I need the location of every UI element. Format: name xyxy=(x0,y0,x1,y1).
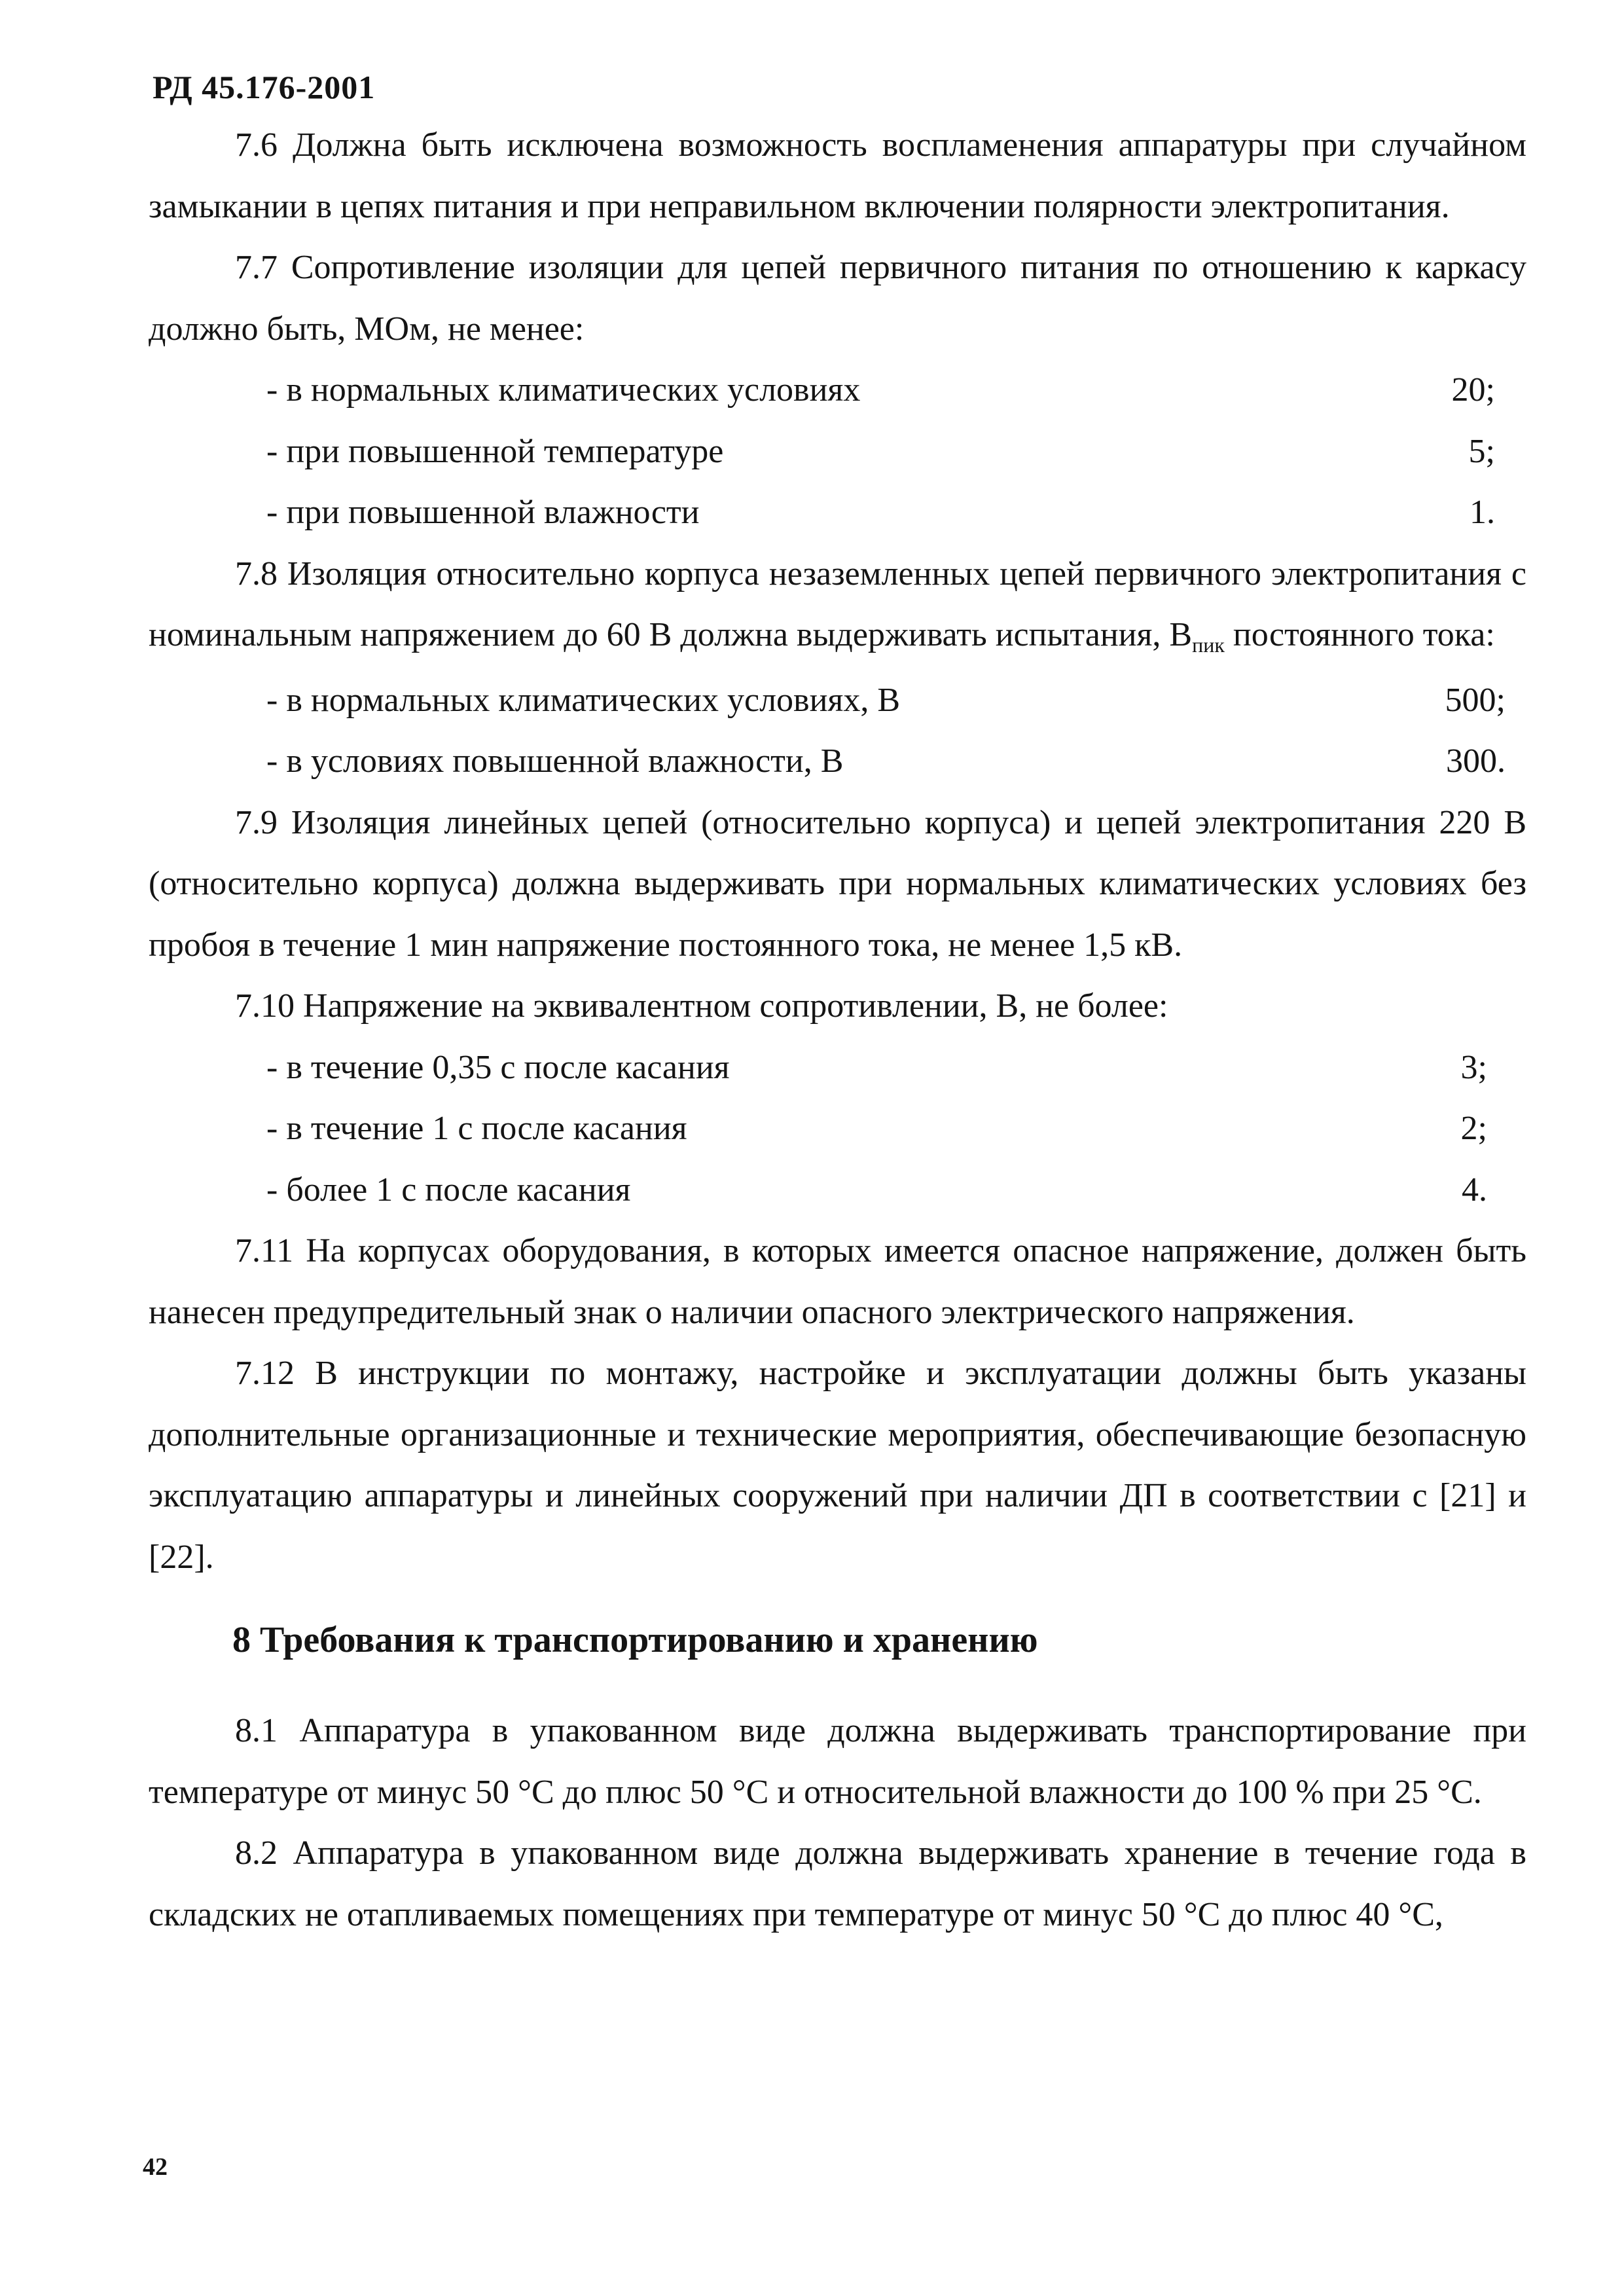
list-item-value: 3; xyxy=(1460,1048,1487,1086)
list-item xyxy=(149,359,1526,421)
page-number: 42 xyxy=(143,2153,168,2181)
paragraph-7-9: 7.9 Изоляция линейных цепей (относительно корпуса) и цепей электропитания 220 В (относительно корпуса) должна выдерживать при нормальных климатических условиях без пробоя в течение 1 мин напряжение постоянного тока, не менее 1,5 кВ. xyxy=(149,803,1526,964)
document-body xyxy=(149,115,1526,1945)
paragraph-7-10: 7.10 Напряжение на эквивалентном сопротивлении, В, не более: xyxy=(235,987,1168,1025)
list-item-value: 4. xyxy=(1462,1171,1487,1209)
paragraph-7-11: 7.11 На корпусах оборудования, в которых имеется опасное напряжение, должен быть нанесен предупредительный знак о наличии опасного электрического напряжения. xyxy=(149,1232,1526,1331)
list-item xyxy=(149,1037,1526,1099)
paragraph-8-1: 8.1 Аппаратура в упакованном виде должна выдерживать транспортирование при температуре от минус 50 °С до плюс 50 °С и относительной влажности до 100 % при 25 °С. xyxy=(149,1712,1526,1811)
list-item-value: 300. xyxy=(1446,742,1506,780)
list-item-text: - при повышенной температуре xyxy=(266,432,724,470)
paragraph-7-7: 7.7 Сопротивление изоляции для цепей первичного питания по отношению к каркасу должно быть, МОм, не менее: xyxy=(149,249,1526,348)
list-item-value: 5; xyxy=(1468,432,1495,470)
unit-peak-subscript: пик xyxy=(1192,633,1225,657)
list-item xyxy=(149,421,1526,483)
list-item xyxy=(149,1159,1526,1221)
list-item-value: 20; xyxy=(1451,371,1495,409)
list-item xyxy=(149,482,1526,543)
list-item-text: - при повышенной влажности xyxy=(266,494,700,531)
paragraph-7-6: 7.6 Должна быть исключена возможность воспламенения аппаратуры при случайном замыкании в цепях питания и при неправильном включении полярности электропитания. xyxy=(149,126,1526,225)
list-item-value: 500; xyxy=(1445,681,1506,719)
list-item xyxy=(149,1098,1526,1159)
list-item xyxy=(149,731,1526,792)
list-item-text: - более 1 с после касания xyxy=(266,1171,631,1209)
list-item-text: - в течение 1 с после касания xyxy=(266,1110,687,1147)
paragraph-7-8 xyxy=(149,543,1526,670)
list-item-text: - в нормальных климатических условиях xyxy=(266,371,861,409)
paragraph-7-8-tail: постоянного тока: xyxy=(1224,616,1495,653)
paragraph-8-2: 8.2 Аппаратура в упакованном виде должна выдерживать хранение в течение года в складских не отапливаемых помещениях при температуре от минус 50 °С до плюс 40 °С, xyxy=(149,1834,1526,1933)
paragraph-7-8-text: 7.8 Изоляция относительно корпуса незаземленных цепей первичного электропитания с номинальным напряжением до 60 В должна выдерживать испытания, xyxy=(149,555,1526,653)
unit-volt: В xyxy=(1169,616,1193,653)
unit-volt-peak xyxy=(1169,616,1225,657)
list-item xyxy=(149,670,1526,731)
list-item-text: - в условиях повышенной влажности, В xyxy=(266,742,844,780)
list-item-text: - в течение 0,35 с после касания xyxy=(266,1048,730,1086)
document-code: РД 45.176-2001 xyxy=(153,69,376,105)
list-item-text: - в нормальных климатических условиях, В xyxy=(266,681,901,719)
list-item-value: 1. xyxy=(1470,494,1495,531)
paragraph-7-12: 7.12 В инструкции по монтажу, настройке и эксплуатации должны быть указаны дополнительные организационные и технические мероприятия, обеспечивающие безопасную эксплуатацию аппаратуры и линейных сооружений при наличии ДП в соответствии с [21] и [22]. xyxy=(149,1355,1526,1576)
list-item-value: 2; xyxy=(1460,1110,1487,1147)
section-heading-8: 8 Требования к транспортированию и хранению xyxy=(232,1620,1038,1660)
